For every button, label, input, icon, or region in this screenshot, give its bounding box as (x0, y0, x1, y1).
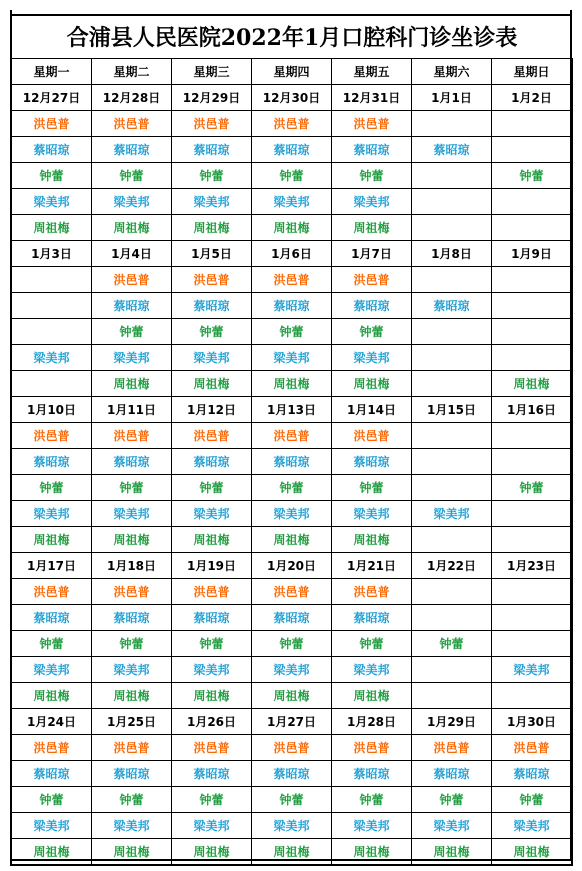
doctor-cell: 蔡昭琼 (412, 761, 492, 787)
doctor-cell: 洪邑普 (92, 579, 172, 605)
doctor-cell: 梁美邦 (172, 813, 252, 839)
date-cell: 1月26日 (172, 709, 252, 735)
doctor-cell: 蔡昭琼 (252, 605, 332, 631)
empty-cell (492, 137, 573, 163)
doctor-cell: 周祖梅 (332, 371, 412, 397)
doctor-cell: 周祖梅 (252, 839, 332, 866)
empty-cell (412, 579, 492, 605)
doctor-cell: 钟蕾 (252, 163, 332, 189)
date-cell: 1月9日 (492, 241, 573, 267)
doctor-cell: 梁美邦 (252, 657, 332, 683)
doctor-cell: 钟蕾 (492, 787, 573, 813)
doctor-cell: 洪邑普 (252, 423, 332, 449)
doctor-cell: 蔡昭琼 (11, 449, 92, 475)
empty-cell (11, 293, 92, 319)
weekday-header: 星期三 (172, 59, 252, 85)
empty-cell (492, 449, 573, 475)
doctor-cell: 蔡昭琼 (172, 293, 252, 319)
doctor-cell: 钟蕾 (92, 319, 172, 345)
doctor-cell: 梁美邦 (92, 657, 172, 683)
date-cell: 1月23日 (492, 553, 573, 579)
doctor-cell: 蔡昭琼 (332, 761, 412, 787)
empty-cell (492, 189, 573, 215)
empty-cell (492, 605, 573, 631)
doctor-cell: 梁美邦 (332, 813, 412, 839)
doctor-row (11, 605, 572, 631)
date-cell: 1月7日 (332, 241, 412, 267)
empty-cell (412, 683, 492, 709)
date-cell: 12月27日 (11, 85, 92, 111)
date-cell: 1月4日 (92, 241, 172, 267)
doctor-cell: 蔡昭琼 (92, 761, 172, 787)
doctor-cell: 钟蕾 (92, 475, 172, 501)
doctor-cell: 周祖梅 (492, 839, 573, 866)
doctor-cell: 钟蕾 (252, 319, 332, 345)
doctor-cell: 蔡昭琼 (172, 605, 252, 631)
doctor-cell: 梁美邦 (412, 501, 492, 527)
doctor-cell: 周祖梅 (92, 683, 172, 709)
doctor-cell: 洪邑普 (492, 735, 573, 761)
doctor-row (11, 683, 572, 709)
date-cell: 1月29日 (412, 709, 492, 735)
doctor-cell: 钟蕾 (172, 475, 252, 501)
doctor-cell: 钟蕾 (332, 475, 412, 501)
doctor-row (11, 371, 572, 397)
doctor-row (11, 345, 572, 371)
doctor-cell: 蔡昭琼 (172, 761, 252, 787)
doctor-cell: 钟蕾 (332, 631, 412, 657)
doctor-cell: 钟蕾 (492, 475, 573, 501)
doctor-cell: 梁美邦 (252, 189, 332, 215)
date-cell: 1月11日 (92, 397, 172, 423)
date-row (11, 709, 572, 735)
doctor-cell: 钟蕾 (172, 319, 252, 345)
doctor-cell: 周祖梅 (252, 371, 332, 397)
doctor-cell: 周祖梅 (332, 683, 412, 709)
empty-cell (492, 579, 573, 605)
doctor-cell: 洪邑普 (332, 111, 412, 137)
doctor-cell: 蔡昭琼 (252, 293, 332, 319)
doctor-cell: 钟蕾 (172, 787, 252, 813)
doctor-cell: 周祖梅 (11, 527, 92, 553)
doctor-cell: 梁美邦 (11, 813, 92, 839)
empty-cell (412, 345, 492, 371)
doctor-cell: 洪邑普 (92, 735, 172, 761)
doctor-cell: 钟蕾 (11, 163, 92, 189)
doctor-row (11, 319, 572, 345)
date-cell: 1月20日 (252, 553, 332, 579)
doctor-cell: 梁美邦 (252, 345, 332, 371)
date-cell: 1月6日 (252, 241, 332, 267)
doctor-cell: 梁美邦 (172, 657, 252, 683)
doctor-cell: 洪邑普 (92, 267, 172, 293)
date-cell: 12月29日 (172, 85, 252, 111)
doctor-cell: 梁美邦 (11, 345, 92, 371)
empty-cell (492, 267, 573, 293)
doctor-row (11, 787, 572, 813)
doctor-cell: 洪邑普 (11, 735, 92, 761)
doctor-cell: 梁美邦 (252, 501, 332, 527)
empty-cell (412, 449, 492, 475)
doctor-row (11, 761, 572, 787)
doctor-cell: 钟蕾 (332, 163, 412, 189)
doctor-cell: 钟蕾 (11, 787, 92, 813)
doctor-cell: 周祖梅 (172, 839, 252, 866)
doctor-cell: 梁美邦 (11, 501, 92, 527)
empty-cell (412, 423, 492, 449)
doctor-cell: 洪邑普 (252, 267, 332, 293)
empty-cell (412, 371, 492, 397)
empty-cell (492, 527, 573, 553)
date-cell: 12月28日 (92, 85, 172, 111)
doctor-cell: 周祖梅 (332, 215, 412, 241)
date-cell: 1月8日 (412, 241, 492, 267)
doctor-cell: 周祖梅 (252, 683, 332, 709)
empty-cell (412, 215, 492, 241)
doctor-row (11, 813, 572, 839)
empty-cell (492, 631, 573, 657)
weekday-header: 星期六 (412, 59, 492, 85)
doctor-cell: 周祖梅 (412, 839, 492, 866)
date-cell: 1月19日 (172, 553, 252, 579)
empty-cell (492, 319, 573, 345)
doctor-cell: 钟蕾 (332, 787, 412, 813)
empty-cell (492, 215, 573, 241)
doctor-row (11, 163, 572, 189)
doctor-cell: 洪邑普 (172, 579, 252, 605)
doctor-cell: 梁美邦 (412, 813, 492, 839)
empty-cell (11, 267, 92, 293)
doctor-cell: 钟蕾 (172, 631, 252, 657)
doctor-cell: 钟蕾 (172, 163, 252, 189)
doctor-cell: 梁美邦 (92, 501, 172, 527)
date-cell: 1月13日 (252, 397, 332, 423)
empty-cell (412, 189, 492, 215)
empty-cell (492, 111, 573, 137)
doctor-cell: 洪邑普 (11, 579, 92, 605)
doctor-cell: 钟蕾 (92, 787, 172, 813)
weekday-header: 星期日 (492, 59, 573, 85)
doctor-cell: 梁美邦 (332, 189, 412, 215)
doctor-cell: 周祖梅 (11, 839, 92, 866)
doctor-cell: 蔡昭琼 (92, 137, 172, 163)
doctor-cell: 洪邑普 (92, 111, 172, 137)
date-cell: 1月3日 (11, 241, 92, 267)
doctor-cell: 钟蕾 (92, 163, 172, 189)
doctor-cell: 钟蕾 (11, 631, 92, 657)
doctor-cell: 梁美邦 (332, 657, 412, 683)
doctor-cell: 梁美邦 (252, 813, 332, 839)
doctor-cell: 钟蕾 (412, 787, 492, 813)
doctor-cell: 钟蕾 (11, 475, 92, 501)
date-cell: 1月22日 (412, 553, 492, 579)
date-cell: 12月31日 (332, 85, 412, 111)
doctor-cell: 周祖梅 (92, 527, 172, 553)
doctor-cell: 周祖梅 (332, 839, 412, 866)
doctor-cell: 蔡昭琼 (172, 449, 252, 475)
empty-cell (11, 371, 92, 397)
schedule-table (10, 58, 573, 866)
date-cell: 1月12日 (172, 397, 252, 423)
doctor-row (11, 137, 572, 163)
doctor-cell: 蔡昭琼 (11, 761, 92, 787)
doctor-row (11, 267, 572, 293)
doctor-cell: 洪邑普 (252, 735, 332, 761)
doctor-row (11, 735, 572, 761)
doctor-cell: 周祖梅 (172, 527, 252, 553)
date-cell: 1月14日 (332, 397, 412, 423)
weekday-header: 星期五 (332, 59, 412, 85)
doctor-cell: 周祖梅 (252, 527, 332, 553)
doctor-row (11, 111, 572, 137)
date-cell: 1月21日 (332, 553, 412, 579)
doctor-cell: 洪邑普 (252, 579, 332, 605)
doctor-cell: 周祖梅 (332, 527, 412, 553)
doctor-cell: 梁美邦 (11, 189, 92, 215)
doctor-cell: 钟蕾 (492, 163, 573, 189)
doctor-row (11, 657, 572, 683)
doctor-cell: 蔡昭琼 (412, 293, 492, 319)
date-cell: 1月28日 (332, 709, 412, 735)
empty-cell (492, 293, 573, 319)
doctor-cell: 蔡昭琼 (11, 137, 92, 163)
doctor-cell: 洪邑普 (172, 735, 252, 761)
doctor-cell: 周祖梅 (11, 683, 92, 709)
doctor-cell: 钟蕾 (252, 631, 332, 657)
doctor-row (11, 839, 572, 866)
doctor-cell: 洪邑普 (252, 111, 332, 137)
doctor-cell: 蔡昭琼 (172, 137, 252, 163)
doctor-cell: 蔡昭琼 (492, 761, 573, 787)
date-cell: 1月17日 (11, 553, 92, 579)
doctor-row (11, 449, 572, 475)
date-row (11, 241, 572, 267)
weekday-header: 星期四 (252, 59, 332, 85)
empty-cell (492, 345, 573, 371)
weekday-header: 星期二 (92, 59, 172, 85)
doctor-cell: 梁美邦 (492, 813, 573, 839)
doctor-cell: 洪邑普 (332, 267, 412, 293)
doctor-cell: 洪邑普 (11, 423, 92, 449)
doctor-cell: 梁美邦 (92, 345, 172, 371)
doctor-cell: 梁美邦 (92, 813, 172, 839)
doctor-cell: 蔡昭琼 (412, 137, 492, 163)
doctor-cell: 周祖梅 (172, 215, 252, 241)
weekday-header-row (11, 59, 572, 85)
doctor-cell: 蔡昭琼 (92, 293, 172, 319)
doctor-cell: 周祖梅 (92, 839, 172, 866)
doctor-cell: 蔡昭琼 (252, 761, 332, 787)
doctor-cell: 周祖梅 (492, 371, 573, 397)
doctor-cell: 周祖梅 (252, 215, 332, 241)
doctor-cell: 周祖梅 (172, 683, 252, 709)
doctor-cell: 蔡昭琼 (252, 449, 332, 475)
empty-cell (412, 163, 492, 189)
doctor-cell: 洪邑普 (11, 111, 92, 137)
doctor-cell: 洪邑普 (92, 423, 172, 449)
date-row (11, 553, 572, 579)
doctor-cell: 蔡昭琼 (11, 605, 92, 631)
doctor-cell: 钟蕾 (412, 631, 492, 657)
date-row (11, 397, 572, 423)
doctor-cell: 钟蕾 (92, 631, 172, 657)
doctor-cell: 洪邑普 (172, 111, 252, 137)
empty-cell (412, 527, 492, 553)
empty-cell (492, 501, 573, 527)
empty-cell (492, 423, 573, 449)
doctor-row (11, 189, 572, 215)
empty-cell (11, 319, 92, 345)
doctor-cell: 梁美邦 (11, 657, 92, 683)
doctor-row (11, 475, 572, 501)
doctor-cell: 钟蕾 (252, 475, 332, 501)
date-cell: 1月30日 (492, 709, 573, 735)
doctor-row (11, 631, 572, 657)
doctor-cell: 蔡昭琼 (332, 449, 412, 475)
doctor-cell: 梁美邦 (492, 657, 573, 683)
doctor-cell: 蔡昭琼 (92, 449, 172, 475)
doctor-cell: 洪邑普 (172, 423, 252, 449)
doctor-row (11, 501, 572, 527)
date-cell: 1月10日 (11, 397, 92, 423)
empty-cell (412, 657, 492, 683)
doctor-cell: 梁美邦 (172, 189, 252, 215)
doctor-cell: 周祖梅 (11, 215, 92, 241)
doctor-cell: 洪邑普 (412, 735, 492, 761)
doctor-cell: 周祖梅 (92, 371, 172, 397)
date-cell: 1月25日 (92, 709, 172, 735)
doctor-cell: 蔡昭琼 (332, 605, 412, 631)
doctor-cell: 洪邑普 (332, 423, 412, 449)
weekday-header: 星期一 (11, 59, 92, 85)
doctor-cell: 洪邑普 (172, 267, 252, 293)
empty-cell (492, 683, 573, 709)
doctor-cell: 钟蕾 (332, 319, 412, 345)
doctor-cell: 蔡昭琼 (252, 137, 332, 163)
doctor-cell: 梁美邦 (332, 345, 412, 371)
page-title: 合浦县人民医院2022年1月口腔科门诊坐诊表 (12, 14, 572, 58)
date-cell: 12月30日 (252, 85, 332, 111)
doctor-cell: 蔡昭琼 (332, 293, 412, 319)
date-cell: 1月24日 (11, 709, 92, 735)
date-cell: 1月2日 (492, 85, 573, 111)
doctor-cell: 洪邑普 (332, 579, 412, 605)
date-cell: 1月15日 (412, 397, 492, 423)
doctor-cell: 梁美邦 (92, 189, 172, 215)
doctor-cell: 钟蕾 (252, 787, 332, 813)
doctor-cell: 蔡昭琼 (92, 605, 172, 631)
doctor-row (11, 423, 572, 449)
date-cell: 1月5日 (172, 241, 252, 267)
doctor-cell: 周祖梅 (172, 371, 252, 397)
date-cell: 1月1日 (412, 85, 492, 111)
doctor-cell: 梁美邦 (172, 345, 252, 371)
doctor-row (11, 215, 572, 241)
date-cell: 1月27日 (252, 709, 332, 735)
empty-cell (412, 605, 492, 631)
date-cell: 1月16日 (492, 397, 573, 423)
doctor-cell: 周祖梅 (92, 215, 172, 241)
date-cell: 1月18日 (92, 553, 172, 579)
doctor-cell: 梁美邦 (332, 501, 412, 527)
empty-cell (412, 319, 492, 345)
doctor-cell: 洪邑普 (332, 735, 412, 761)
empty-cell (412, 475, 492, 501)
doctor-cell: 梁美邦 (172, 501, 252, 527)
doctor-row (11, 293, 572, 319)
empty-cell (412, 267, 492, 293)
date-row (11, 85, 572, 111)
doctor-row (11, 527, 572, 553)
doctor-row (11, 579, 572, 605)
doctor-cell: 蔡昭琼 (332, 137, 412, 163)
empty-cell (412, 111, 492, 137)
schedule-body (11, 59, 572, 866)
